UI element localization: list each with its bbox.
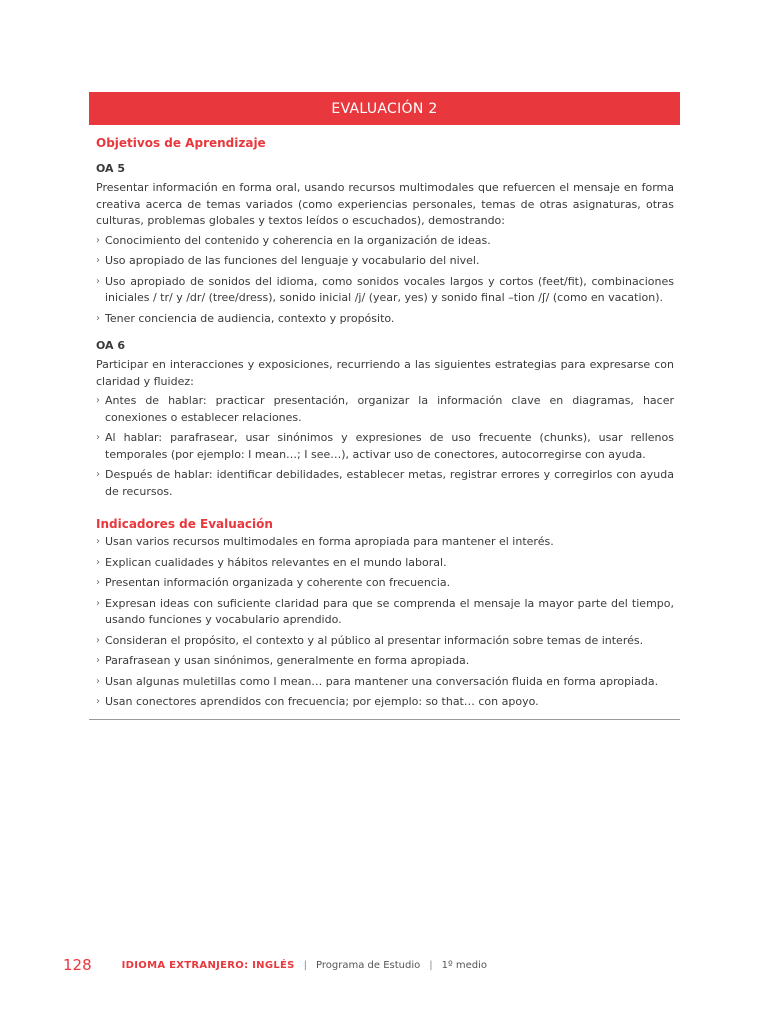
oa5-list bbox=[96, 233, 674, 328]
list-item: › Usan varios recursos multimodales en forma apropiada para mantener el interés. bbox=[96, 534, 674, 551]
bullet-icon: › bbox=[96, 395, 100, 406]
bullet-icon: › bbox=[96, 234, 100, 246]
bullet-icon: › bbox=[96, 577, 100, 588]
bullet-icon: › bbox=[96, 312, 100, 324]
list-item: › Explican cualidades y hábitos relevantes en el mundo laboral. bbox=[96, 555, 674, 572]
bullet-icon: › bbox=[96, 696, 100, 707]
oa6-title: OA 6 bbox=[96, 339, 126, 352]
list-item: › Expresan ideas con suficiente claridad para que se comprenda el mensaje la mayor parte del tiempo, usando funciones y vocabulario aprendido. bbox=[96, 596, 674, 626]
list-item: › Uso apropiado de sonidos del idioma, como sonidos vocales largos y cortos (feet/fit), combinaciones iniciales / tr/ y /dr/ (tree/dress), sonido inicial /j/ (year, yes) y sonido final –tion /ʃ/ (como en vacation). bbox=[96, 274, 674, 304]
list-item: › Presentan información organizada y coherente con frecuencia. bbox=[96, 575, 674, 592]
bullet-icon: › bbox=[96, 536, 100, 547]
list-item: › Antes de hablar: practicar presentación, organizar la información clave en diagramas, hacer conexiones o establecer relaciones. bbox=[96, 394, 674, 424]
indicadores-block bbox=[89, 534, 680, 711]
page-number: 128 bbox=[63, 956, 92, 974]
bullet-icon: › bbox=[96, 597, 100, 609]
list-item: › Al hablar: parafrasear, usar sinónimos y expresiones de uso frecuente (chunks), usar rellenos temporales (por ejemplo: I mean…; I see…), activar uso de conectores, autocorregirse con ayuda. bbox=[96, 431, 674, 461]
bullet-icon: › bbox=[96, 556, 100, 568]
oa5-description: Presentar información en forma oral, usando recursos multimodales que refuercen el mensaje en forma creativa acerca de temas variados (como experiencias personales, temas de otras asignaturas, otras culturas, problemas globales y textos leídos o escuchados), demostrando: bbox=[96, 181, 674, 227]
list-item: › Conocimiento del contenido y coherencia en la organización de ideas. bbox=[96, 233, 674, 250]
indicadores-list bbox=[96, 534, 674, 711]
bullet-icon: › bbox=[96, 255, 100, 266]
list-item: › Usan conectores aprendidos con frecuencia; por ejemplo: so that… con apoyo. bbox=[96, 694, 674, 711]
indicadores-title: Indicadores de Evaluación bbox=[96, 517, 273, 531]
section-divider bbox=[89, 719, 680, 720]
evaluation-title: EVALUACIÓN 2 bbox=[331, 100, 438, 117]
bullet-icon: › bbox=[96, 432, 100, 443]
list-item: › Uso apropiado de las funciones del lenguaje y vocabulario del nivel. bbox=[96, 253, 674, 270]
oa6-list bbox=[96, 393, 674, 500]
subject-label: IDIOMA EXTRANJERO: INGLÉS bbox=[121, 959, 295, 971]
bullet-icon: › bbox=[96, 675, 100, 687]
oa6-block bbox=[89, 339, 680, 500]
objetivos-title: Objetivos de Aprendizaje bbox=[96, 136, 266, 150]
level-label: 1º medio bbox=[441, 959, 488, 971]
evaluation-header bbox=[89, 92, 680, 125]
bullet-icon: › bbox=[96, 275, 100, 287]
oa6-description: Participar en interacciones y exposiciones, recurriendo a las siguientes estrategias para expresarse con claridad y fluidez: bbox=[96, 358, 674, 388]
page-footer bbox=[63, 956, 487, 974]
list-item: › Consideran el propósito, el contexto y al público al presentar información sobre temas de interés. bbox=[96, 633, 674, 650]
list-item: › Parafrasean y usan sinónimos, generalmente en forma apropiada. bbox=[96, 653, 674, 670]
bullet-icon: › bbox=[96, 634, 100, 646]
footer-separator: | bbox=[429, 959, 433, 971]
oa5-block bbox=[89, 162, 680, 327]
bullet-icon: › bbox=[96, 655, 100, 666]
list-item: › Usan algunas muletillas como I mean… para mantener una conversación fluida en forma apropiada. bbox=[96, 674, 674, 691]
oa5-title: OA 5 bbox=[96, 162, 126, 175]
list-item: › Tener conciencia de audiencia, contexto y propósito. bbox=[96, 311, 674, 328]
footer-separator: | bbox=[303, 959, 308, 971]
bullet-icon: › bbox=[96, 469, 100, 480]
program-label: Programa de Estudio bbox=[316, 959, 421, 971]
list-item: › Después de hablar: identificar debilidades, establecer metas, registrar errores y corregirlos con ayuda de recursos. bbox=[96, 468, 674, 498]
page-content bbox=[89, 92, 680, 720]
